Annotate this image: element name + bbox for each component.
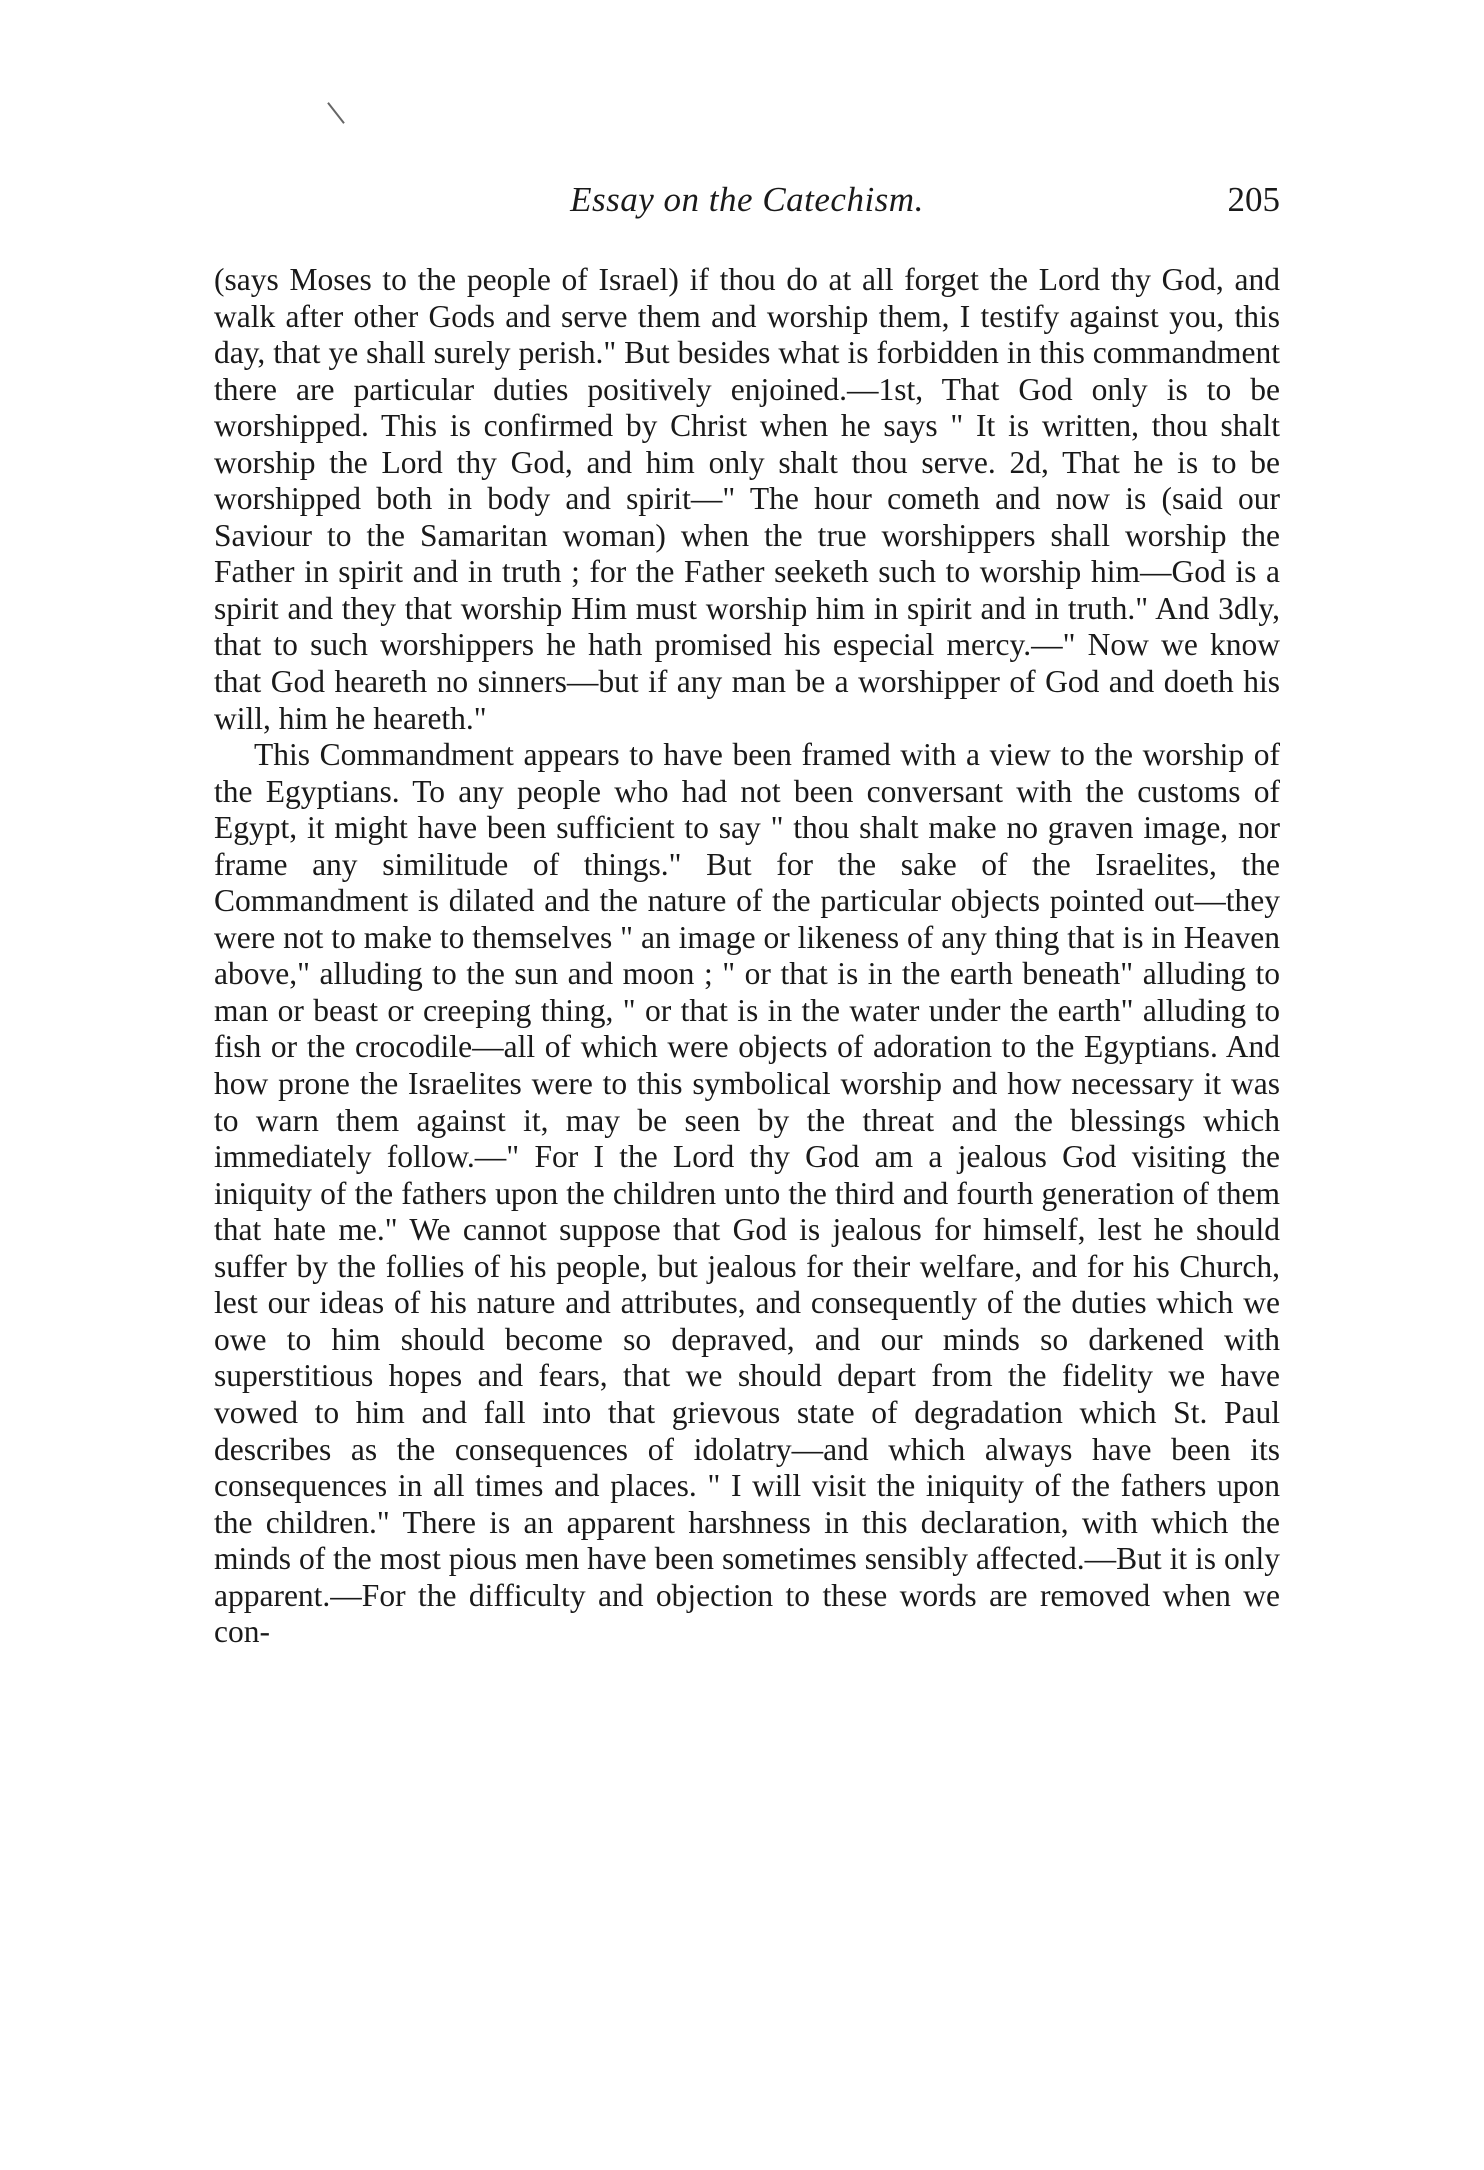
paragraph-continued: (says Moses to the people of Israel) if thou do at all forget the Lord thy God, and walk after other Gods and serve them and worship them, I testify against you, this day, that ye shall surely perish." But besides what is forbidden in this commandment there are particular duties positively enjoined.—1st, That God only is to be worshipped. This is confirmed by Christ when he says " It is written, thou shalt worship the Lord thy God, and him only shalt thou serve. 2d, That he is to be worshipped both in body and spirit—" The hour cometh and now is (said our Saviour to the Samaritan woman) when the true worshippers shall worship the Father in spirit and in truth ; for the Father seeketh such to worship him—God is a spirit and they that worship Him must worship him in spirit and in truth." And 3dly, that to such worshippers he hath promised his especial mercy.—" Now we know that God heareth no sinners—but if any man be a worshipper of God and doeth his will, him he heareth." (214, 262, 1280, 736)
paragraph: This Commandment appears to have been framed with a view to the worship of the Egyptians. To any people who had not been conversant with the customs of Egypt, it might have been sufficient to say " thou shalt make no graven image, nor frame any similitude of things." But for the sake of the Israelites, the Commandment is dilated and the nature of the particular objects pointed out—they were not to make to themselves " an image or likeness of any thing that is in Heaven above," alluding to the sun and moon ; " or that is in the earth beneath" alluding to man or beast or creeping thing, " or that is in the water under the earth" alluding to fish or the crocodile—all of which were objects of adoration to the Egyptians. And how prone the Israelites were to this symbolical worship and how necessary it was to warn them against it, may be seen by the threat and the blessings which immediately follow.—" For I the Lord thy God am a jealous God visiting the iniquity of the fathers upon the children unto the third and fourth generation of them that hate me." We cannot suppose that God is jealous for himself, lest he should suffer by the follies of his people, but jealous for their welfare, and for his Church, lest our ideas of his nature and attributes, and consequently of the duties which we owe to him should become so depraved, and our minds so darkened with superstitious hopes and fears, that we should depart from the fidelity we have vowed to him and fall into that grievous state of degradation which St. Paul describes as the consequences of idolatry—and which always have been its consequences in all times and places. " I will visit the iniquity of the fathers upon the children." There is an apparent harshness in this declaration, with which the minds of the most pious men have been sometimes sensibly affected.—But it is only apparent.—For the difficulty and objection to these words are removed when we con- (214, 737, 1280, 1650)
page-number: 205 (1227, 180, 1280, 219)
running-head (214, 178, 1280, 228)
running-title: Essay on the Catechism. (570, 180, 924, 219)
stray-ink-mark (327, 102, 345, 124)
body-text (214, 262, 1280, 1651)
